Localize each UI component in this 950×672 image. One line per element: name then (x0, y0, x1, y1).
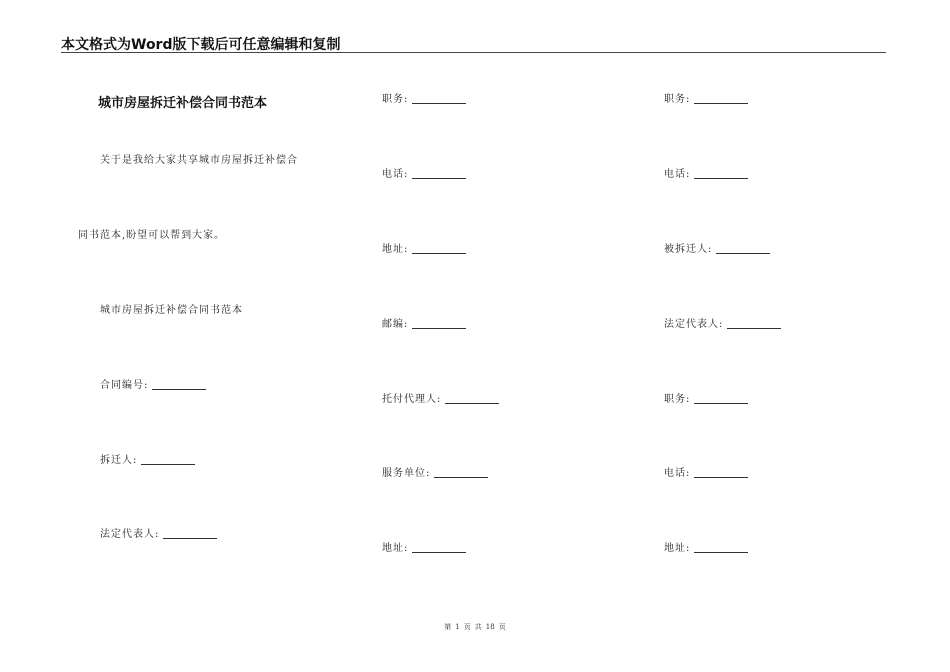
legal-representative-blank-c3[interactable] (727, 318, 781, 329)
address-label-2: 地址: (382, 543, 409, 554)
document-title: 城市房屋拆迁补偿合同书范本 (98, 96, 268, 111)
address-field-2 (382, 542, 466, 556)
address-label: 地址: (382, 244, 409, 255)
service-unit-blank[interactable] (434, 467, 488, 478)
demolished-party-label: 被拆迁人: (664, 244, 713, 255)
contract-number-label: 合同编号: (100, 380, 149, 391)
position-field (382, 93, 466, 107)
demolished-party-blank[interactable] (716, 243, 770, 254)
agent-label: 托付代理人: (382, 394, 442, 405)
header-banner: 本文格式为Word版下载后可任意编辑和复制 (61, 37, 341, 53)
phone-label-c3-2: 电话: (664, 468, 691, 479)
position-label-c3-2: 职务: (664, 394, 691, 405)
page-footer (0, 622, 950, 632)
position-blank-c3-2[interactable] (694, 393, 748, 404)
intro-line-2: 同书范本,盼望可以帮到大家。 (78, 230, 226, 241)
total-prefix: 共 (474, 623, 482, 631)
contract-number-blank[interactable] (152, 379, 206, 390)
total-pages: 18 (485, 623, 495, 631)
phone-field (382, 168, 466, 182)
position-field-c3-2 (664, 393, 748, 407)
phone-blank[interactable] (412, 168, 466, 179)
demolisher-label: 拆迁人: (100, 455, 138, 466)
postcode-label: 邮编: (382, 319, 409, 330)
service-unit-label: 服务单位: (382, 468, 431, 479)
phone-field-c3-2 (664, 467, 748, 481)
page-prefix: 第 (444, 623, 452, 631)
phone-label: 电话: (382, 169, 409, 180)
address-blank-2[interactable] (412, 542, 466, 553)
legal-representative-field-c3 (664, 318, 781, 332)
legal-representative-field (100, 528, 217, 542)
page-unit: 页 (463, 623, 471, 631)
postcode-blank[interactable] (412, 318, 466, 329)
demolisher-field (100, 454, 195, 468)
header-rule (61, 52, 886, 53)
address-blank-c3[interactable] (694, 542, 748, 553)
position-blank[interactable] (412, 93, 466, 104)
contract-number-field (100, 379, 206, 393)
address-label-c3: 地址: (664, 543, 691, 554)
address-field (382, 243, 466, 257)
phone-blank-c3[interactable] (694, 168, 748, 179)
position-label-c3: 职务: (664, 94, 691, 105)
phone-blank-c3-2[interactable] (694, 467, 748, 478)
demolished-party-field (664, 243, 770, 257)
legal-representative-label: 法定代表人: (100, 529, 160, 540)
legal-representative-label-c3: 法定代表人: (664, 319, 724, 330)
phone-label-c3: 电话: (664, 169, 691, 180)
legal-representative-blank[interactable] (163, 528, 217, 539)
total-unit: 页 (498, 623, 506, 631)
agent-field (382, 393, 499, 407)
agent-blank[interactable] (445, 393, 499, 404)
position-label: 职务: (382, 94, 409, 105)
position-field-c3 (664, 93, 748, 107)
page-number: 1 (455, 623, 460, 631)
document-subtitle: 城市房屋拆迁补偿合同书范本 (100, 305, 243, 316)
postcode-field (382, 318, 466, 332)
position-blank-c3[interactable] (694, 93, 748, 104)
address-field-c3 (664, 542, 748, 556)
intro-line-1: 关于是我给大家共享城市房屋拆迁补偿合 (100, 155, 298, 166)
phone-field-c3 (664, 168, 748, 182)
demolisher-blank[interactable] (141, 454, 195, 465)
address-blank[interactable] (412, 243, 466, 254)
service-unit-field (382, 467, 488, 481)
